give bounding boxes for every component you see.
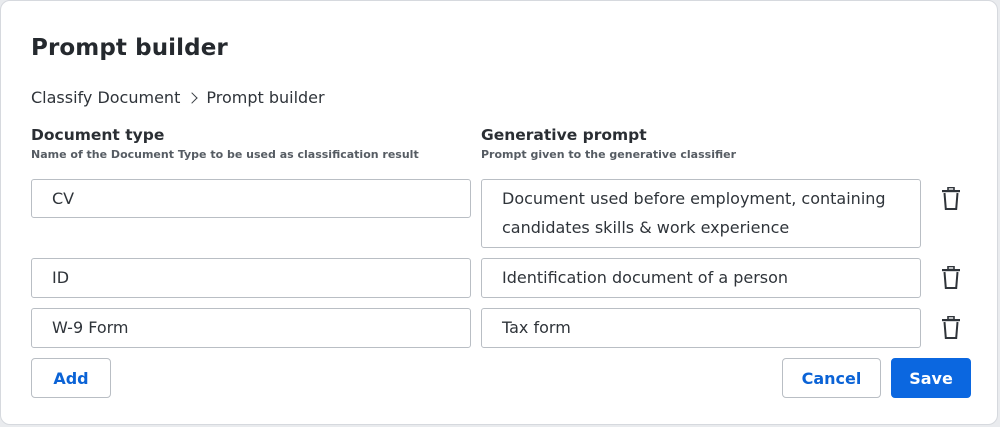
document-type-sublabel: Name of the Document Type to be used as classification result (31, 148, 419, 161)
document-type-label: Document type (31, 126, 165, 144)
prompt-text-line: candidates skills & work experience (502, 218, 790, 237)
generative-prompt-input[interactable] (481, 179, 921, 248)
trash-icon (940, 266, 962, 290)
generative-prompt-sublabel: Prompt given to the generative classifier (481, 148, 737, 161)
document-type-value: ID (52, 268, 70, 287)
breadcrumb-item-classify-document[interactable]: Classify Document (31, 88, 181, 107)
trash-icon (940, 187, 962, 211)
prompt-text-line: Identification document of a person (502, 268, 789, 287)
prompt-text-line: Tax form (502, 318, 571, 337)
generative-prompt-label: Generative prompt (481, 126, 647, 144)
document-type-header (31, 126, 419, 161)
chevron-right-icon (187, 92, 198, 103)
delete-row-button[interactable] (940, 187, 962, 211)
add-button[interactable]: Add (31, 358, 111, 398)
generative-prompt-input[interactable] (481, 308, 921, 348)
document-type-input[interactable] (31, 179, 471, 218)
generative-prompt-header (481, 126, 736, 161)
cancel-button[interactable]: Cancel (782, 358, 881, 398)
document-type-input[interactable] (31, 308, 471, 348)
dialog-title: Prompt builder (31, 35, 228, 61)
document-type-input[interactable] (31, 258, 471, 298)
trash-icon (940, 316, 962, 340)
document-type-value: CV (52, 189, 75, 208)
generative-prompt-input[interactable] (481, 258, 921, 298)
save-button[interactable]: Save (891, 358, 971, 398)
prompt-text-line: Document used before employment, containing (502, 189, 886, 208)
delete-row-button[interactable] (940, 316, 962, 340)
delete-row-button[interactable] (940, 266, 962, 290)
document-type-value: W-9 Form (52, 318, 129, 337)
breadcrumb (31, 88, 325, 107)
breadcrumb-item-prompt-builder: Prompt builder (206, 88, 325, 107)
